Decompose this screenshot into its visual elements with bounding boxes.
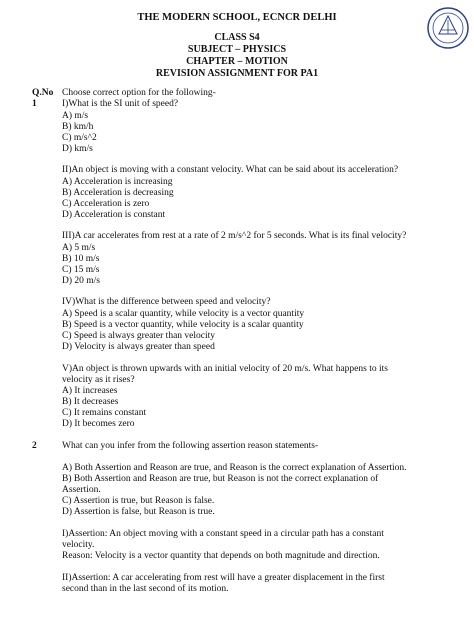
q2-i-assertion-cont: velocity. (62, 540, 95, 550)
qno-header: Q.No (32, 88, 54, 98)
q1-iv-option-c: C) Speed is always greater than velocity (62, 331, 216, 341)
q1-ii-option-a: A) Acceleration is increasing (62, 177, 173, 187)
q1-ii-question: II)An object is moving with a constant velocity. What can be said about its acceleration? (62, 165, 399, 175)
q2-option-c: C) Assertion is true, but Reason is false. (62, 496, 215, 506)
q1-iii-option-b: B) 10 m/s (62, 254, 100, 264)
q1-i-question: I)What is the SI unit of speed? (62, 99, 179, 109)
q1-iv-option-b: B) Speed is a vector quantity, while velocity is a scalar quantity (62, 320, 304, 330)
q2-option-b: B) Both Assertion and Reason are true, but Reason is not the correct explanation of (62, 474, 379, 484)
q1-i-option-a: A) m/s (62, 111, 89, 121)
q1-v-option-b: B) It decreases (62, 397, 119, 407)
q1-ii-option-b: B) Acceleration is decreasing (62, 188, 174, 198)
chapter-line: CHAPTER – MOTION (186, 56, 288, 67)
q1-iv-option-a: A) Speed is a scalar quantity, while velocity is a vector quantity (62, 309, 305, 319)
q2-option-b-cont: Assertion. (62, 485, 101, 495)
q1-v-option-a: A) It increases (62, 386, 118, 396)
q2-option-d: D) Assertion is false, but Reason is true. (62, 507, 215, 517)
q1-iii-option-a: A) 5 m/s (62, 243, 96, 253)
q1-iii-option-c: C) 15 m/s (62, 265, 100, 275)
q1-iv-question: IV)What is the difference between speed and velocity? (62, 297, 271, 307)
q2-ii-assertion: II)Assertion: A car accelerating from rest will have a greater displacement in the first (62, 573, 385, 583)
q2-i-assertion: I)Assertion: An object moving with a constant speed in a circular path has a constant (62, 529, 384, 539)
q1-i-option-b: B) km/h (62, 122, 94, 132)
q1-ii-option-c: C) Acceleration is zero (62, 199, 150, 209)
q2-ii-assertion-cont: second than in the last second of its motion. (62, 584, 229, 594)
q1-iii-option-d: D) 20 m/s (62, 276, 100, 286)
class-line: CLASS S4 (214, 32, 260, 43)
q2-option-a: A) Both Assertion and Reason are true, and Reason is the correct explanation of Assertion. (62, 463, 407, 473)
q1-iii-question: III)A car accelerates from rest at a rate of 2 m/s^2 for 5 seconds. What is its final velocity? (62, 231, 407, 241)
q1-iv-option-d: D) Velocity is always greater than speed (62, 342, 215, 352)
q1-i-option-c: C) m/s^2 (62, 133, 97, 143)
q1-v-option-d: D) It becomes zero (62, 419, 135, 429)
question-number-1: 1 (32, 99, 37, 109)
assignment-title: REVISION ASSIGNMENT FOR PA1 (155, 68, 319, 79)
q1-v-question-line1: V)An object is thrown upwards with an initial velocity of 20 m/s. What happens to its (62, 364, 388, 374)
q1-ii-option-d: D) Acceleration is constant (62, 210, 166, 220)
q1-i-option-d: D) km/s (62, 144, 93, 154)
school-logo-icon (426, 6, 470, 50)
q1-v-option-c: C) It remains constant (62, 408, 147, 418)
q2-intro: What can you infer from the following assertion reason statements- (62, 441, 319, 451)
q1-v-question-line2: velocity as it rises? (62, 375, 135, 385)
question-number-2: 2 (32, 441, 37, 451)
q2-i-reason: Reason: Velocity is a vector quantity that depends on both magnitude and direction. (62, 551, 380, 561)
school-name: THE MODERN SCHOOL, ECNCR DELHI (137, 12, 337, 23)
q1-intro: Choose correct option for the following- (62, 88, 216, 98)
subject-line: SUBJECT – PHYSICS (187, 44, 287, 55)
